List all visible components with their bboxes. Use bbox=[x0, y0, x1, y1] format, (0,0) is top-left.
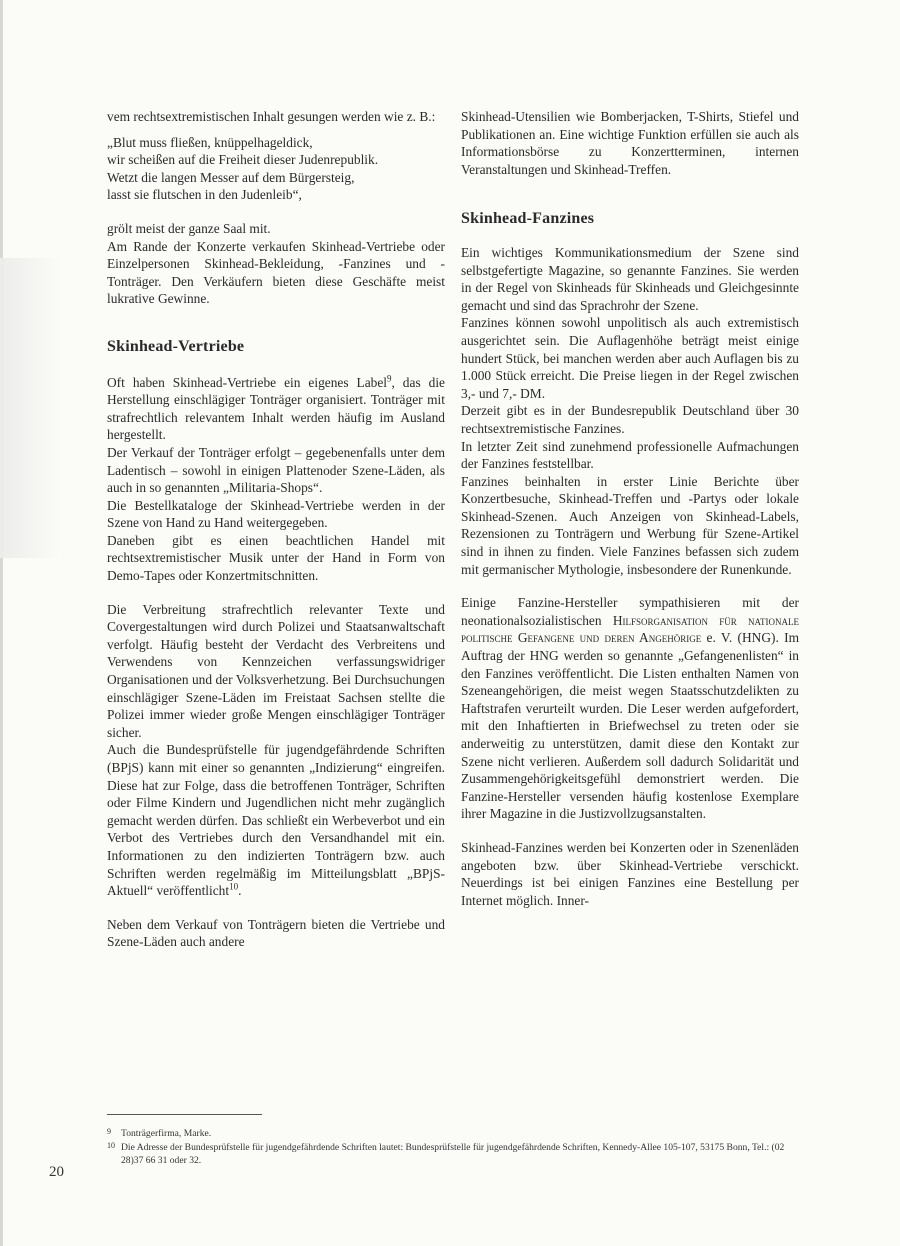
text-span: Oft haben Skinhead-Vertriebe ein eigenes Label bbox=[107, 374, 387, 390]
footnote-ref-10: 10 bbox=[229, 881, 239, 892]
footnote-text: Tonträgerfirma, Marke. bbox=[121, 1128, 212, 1139]
quote-line: „Blut muss fließen, knüppelhageldick, bbox=[107, 134, 313, 150]
quote-line: wir scheißen auf die Freiheit dieser Judenrepublik. bbox=[107, 152, 379, 168]
intro-paragraph: vem rechtsextremistischen Inhalt gesungen werden wie z. B.: bbox=[107, 109, 436, 124]
paragraph: Am Rande der Konzerte verkaufen Skinhead-Vertriebe oder Einzelpersonen Skinhead-Bekleidung, -Fanzines und -Tonträger. Den Verkäufern bieten diese Geschäfte meist lukrative Gewinne. bbox=[107, 238, 445, 307]
footnote-ref-9: 9 bbox=[387, 373, 392, 384]
paragraph: Skinhead-Utensilien wie Bomberjacken, T-Shirts, Stiefel und Publikationen an. Eine wichtige Funktion erfüllen sie auch als Informationsbörse zu Konzertterminen, internen Veranstaltungen und Skinhead-Treffen. bbox=[461, 109, 799, 177]
footnote-10: 10 Die Adresse der Bundesprüfstelle für jugendgefährdende Schriften lautet: Bundesprüfstelle für jugendgefährdende Schriften, Kennedy-Allee 105-107, 53175 Bonn, Tel.: (02 28)37 66 31 oder 32. bbox=[107, 1141, 785, 1166]
organization-name: Hilfsorganisation für nationale politische Gefangene und deren Angehörige bbox=[461, 612, 799, 646]
page-number: 20 bbox=[49, 1164, 64, 1180]
right-column bbox=[461, 108, 799, 909]
text-span: e. V. (HNG). Im Auftrag der HNG werden so genannte „Gefangenenlisten“ in den Fanzines veröffentlicht. Die Listen enthalten Namen von Szeneangehörigen, die meist wegen Staatsschutzdelikten zu Haftstrafen verurteilt wurden. Die Leser werden aufgefordert, mit den Inhaftierten in Briefwechsel zu treten oder sie anderweitig zu unterstützen, damit diese den Kontakt zur Szene nicht verlieren. Außerdem soll dadurch Solidarität und Zusammengehörigkeitsgefühl demonstriert werden. Die Fanzine-Hersteller versenden häufig kostenlose Exemplare ihrer Magazine in die Justizvollzugsanstalten. bbox=[461, 630, 799, 822]
paragraph: Skinhead-Fanzines werden bei Konzerten oder in Szenenläden angeboten bzw. über Skinhead-Vertriebe verschickt. Neuerdings ist bei einigen Fanzines eine Bestellung per Internet möglich. Inner- bbox=[461, 839, 799, 908]
footnote-9: 9 Tonträgerfirma, Marke. bbox=[107, 1127, 212, 1139]
paragraph: Neben dem Verkauf von Tonträgern bieten die Vertriebe und Szene-Läden auch andere bbox=[107, 916, 445, 950]
paragraph: Fanzines können sowohl unpolitisch als auch extremistisch ausgerichtet sein. Die Auflagenhöhe beträgt meist einige hundert Stück, bei manchen werden aber auch Auflagen bis zu 1.000 Stück erreicht. Die Preise liegen in der Regel zwischen 3,- und 7,- DM. bbox=[461, 315, 799, 401]
footnote-divider bbox=[107, 1114, 262, 1115]
paragraph bbox=[107, 741, 445, 899]
section-heading-vertriebe: Skinhead-Vertriebe bbox=[107, 337, 245, 355]
text-span: , das die Herstellung einschlägiger Tonträger organisiert. Tonträger mit strafrechtlich relevantem Inhalt werden häufig im Ausland hergestellt. bbox=[107, 374, 445, 443]
paragraph: In letzter Zeit sind zunehmend professionelle Aufmachungen der Fanzines feststellbar. bbox=[461, 438, 799, 472]
paragraph: Fanzines beinhalten in erster Linie Berichte über Konzertbesuche, Skinhead-Treffen und -Partys oder lokale Skinhead-Szenen. Auch Anzeigen von Skinhead-Labels, Rezensionen zu Tonträgern und Werbung für Szene-Artikel sind in ihnen zu finden. Viele Fanzines befassen sich zudem mit germanischer Mythologie, insbesondere der Runenkunde. bbox=[461, 473, 799, 577]
quote-line: Wetzt die langen Messer auf dem Bürgersteig, bbox=[107, 169, 355, 185]
scan-edge bbox=[0, 0, 3, 1246]
section-heading-fanzines: Skinhead-Fanzines bbox=[461, 210, 595, 228]
scan-shadow bbox=[0, 258, 60, 558]
text-span: Einige Fanzine-Hersteller sympathisieren mit der neonationalsozialistischen bbox=[461, 595, 799, 628]
left-column bbox=[107, 108, 445, 951]
song-quote bbox=[107, 134, 445, 204]
text-span: . bbox=[238, 883, 242, 899]
paragraph: grölt meist der ganze Saal mit. bbox=[107, 220, 271, 236]
paragraph: Ein wichtiges Kommunikationsmedium der Szene sind selbstgefertigte Magazine, so genannte Fanzines. Sie werden in der Regel von Skinheads für Skinheads und Gleichgesinnte gemacht und sind das Sprachrohr der Szene. bbox=[461, 244, 799, 313]
quote-line: lasst sie flutschen in den Judenleib“, bbox=[107, 187, 302, 203]
paragraph bbox=[107, 374, 445, 444]
footnotes bbox=[107, 1128, 797, 1169]
paragraph: Die Bestellkataloge der Skinhead-Vertriebe werden in der Szene von Hand zu Hand weitergegeben. bbox=[107, 497, 445, 531]
paragraph bbox=[461, 594, 799, 823]
paragraph: Die Verbreitung strafrechtlich relevanter Texte und Covergestaltungen wird durch Polizei und Staatsanwaltschaft verfolgt. Häufig besteht der Verdacht des Verbreitens und Verwendens von Kennzeichen verfassungswidriger Organisationen und der Volksverhetzung. Bei Durchsuchungen einschlägiger Szene-Läden im Freistaat Sachsen stellte die Polizei immer wieder große Mengen einschlägiger Tonträger sicher. bbox=[107, 601, 445, 740]
paragraph: Daneben gibt es einen beachtlichen Handel mit rechtsextremistischer Musik unter der Hand in Form von Demo-Tapes oder Konzertmitschnitten. bbox=[107, 532, 445, 584]
paragraph: Der Verkauf der Tonträger erfolgt – gegebenenfalls unter dem Ladentisch – sowohl in einigen Plattenoder Szene-Läden, als auch in so genannten „Militaria-Shops“. bbox=[107, 444, 445, 496]
text-span: Auch die Bundesprüfstelle für jugendgefährdende Schriften (BPjS) kann mit einer so genannten „Indizierung“ eingreifen. Diese hat zur Folge, dass die betroffenen Tonträger, Schriften oder Filme Kindern und Jugendlichen nicht mehr zugänglich gemacht werden dürfen. Das schließt ein Werbeverbot und ein Verbot des Vertriebes durch den Versandhandel mit ein. Informationen zu den indizierten Tonträgern bzw. auch Schriften werden regelmäßig im Mitteilungsblatt „BPjS-Aktuell“ veröffentlicht bbox=[107, 742, 445, 899]
paragraph: Derzeit gibt es in der Bundesrepublik Deutschland über 30 rechtsextremistische Fanzines. bbox=[461, 403, 799, 436]
footnote-text: Die Adresse der Bundesprüfstelle für jugendgefährdende Schriften lautet: Bundesprüfstelle für jugendgefährdende Schriften, Kennedy-Allee 105-107, 53175 Bonn, Tel.: (02 28)37 66 31 oder 32. bbox=[121, 1142, 785, 1166]
